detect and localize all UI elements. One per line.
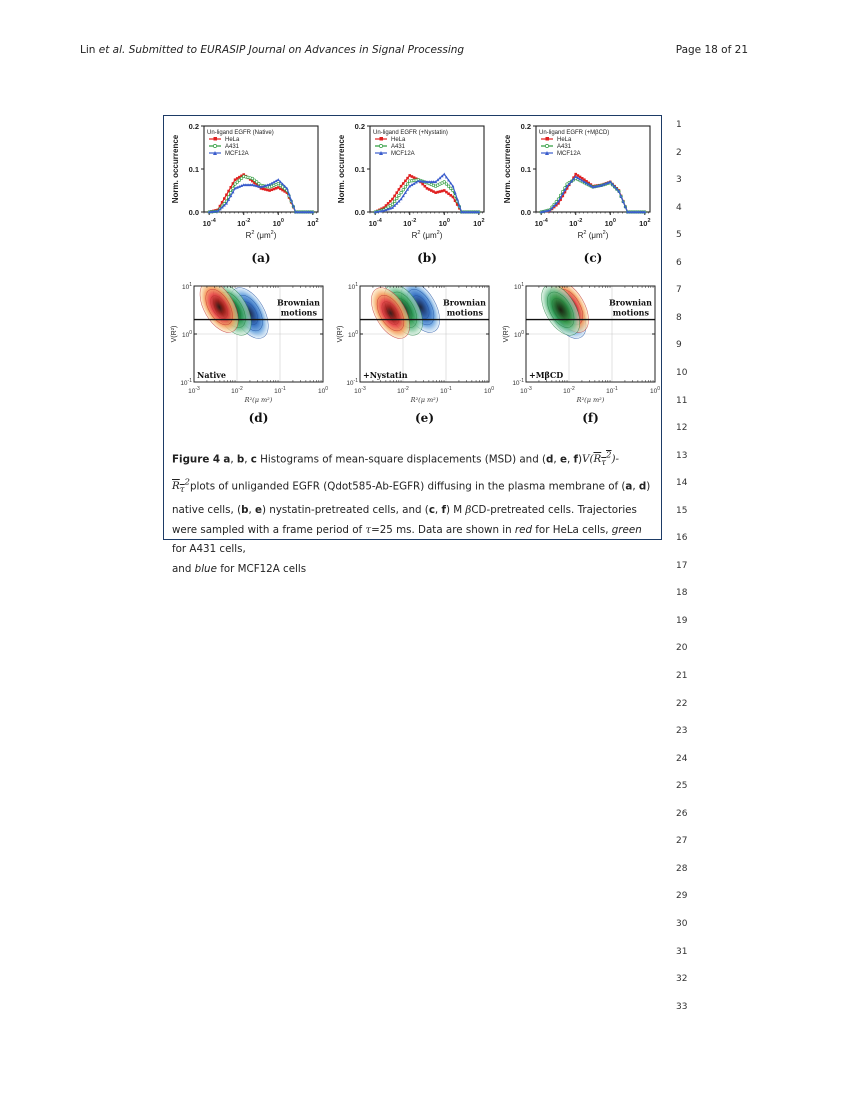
svg-text:R2 (μm2): $R^2$ $(\mu m^2)$	[577, 230, 609, 240]
svg-text:0.1: 0.1	[520, 165, 531, 174]
legend-title: Un-ligand EGFR (+Nystatin)	[373, 130, 448, 136]
caption-figure-label: Figure 4	[172, 453, 221, 466]
figure-caption: Figure 4 a, b, c Histograms of mean-square displacements (MSD) and (d, e, $f)V(R_\tau^2)-R_\tau^2plots$ of unliganded EGFR (Qdot585-Ab-EGFR) diffusing in the plasma membrane of (a, d) native cells, (b, e) nystatin-pretreated cells, and (c, f) M βCD-pretreated cells. Trajectories were sampled with a frame period of τ=25 ms. Data are shown in red for HeLa cells, green for A431 cells, and blue for MCF12A cells	[172, 451, 651, 575]
legend	[373, 130, 448, 157]
histogram-panel-a	[168, 118, 328, 273]
svg-text:100: $10^0$	[513, 330, 524, 339]
svg-text:10-1: $10^{-1}$	[274, 386, 286, 395]
caption-math-beta: β	[465, 504, 472, 517]
legend-entry-a431: A431	[557, 144, 572, 150]
contour-panel-d	[168, 278, 328, 433]
line-number: 30	[676, 918, 688, 929]
motions-label: motions	[446, 307, 483, 318]
line-number: 21	[676, 671, 688, 681]
svg-text:0.0: 0.0	[354, 208, 365, 217]
svg-text:10-1: $10^{-1}$	[512, 378, 524, 387]
line-number: 27	[676, 836, 688, 847]
svg-text:100: $10^0$	[649, 386, 660, 395]
caption-ref-f: f	[573, 453, 578, 466]
line-number: 16	[676, 533, 688, 544]
motions-label: motions	[612, 307, 649, 318]
legend-entry-mcf12a: MCF12A	[391, 151, 415, 157]
legend-entry-hela: HeLa	[391, 137, 406, 143]
line-number: 31	[676, 946, 688, 957]
contour-panel-e	[334, 278, 494, 433]
svg-text:10-4: $10^{-4}$	[202, 218, 216, 228]
series-line-a431	[209, 176, 313, 212]
caption-text: Histograms of mean-square displacements (MSD) and (	[256, 453, 547, 466]
svg-text:0.0: 0.0	[520, 208, 531, 217]
svg-text:10-3: $10^{-3}$	[520, 386, 532, 395]
svg-text:R2 (μm2): $R^2$ $(\mu m^2)$	[411, 230, 443, 240]
panel-label: (b)	[417, 251, 437, 265]
caption-text: and	[172, 562, 195, 575]
histogram-panel-c	[500, 118, 660, 273]
caption-ref-f: f	[441, 504, 446, 517]
svg-text:10-1: $10^{-1}$	[606, 386, 618, 395]
y-axis-label: Norm. occurrence	[503, 134, 512, 204]
y-axis-label: V(R²)	[337, 325, 344, 343]
svg-text:100: $10^0$	[347, 330, 358, 339]
svg-text:100: $10^0$	[483, 386, 494, 395]
panel-label: (f)	[582, 411, 599, 425]
y-axis-label: V(R²)	[171, 325, 178, 343]
svg-text:0.2: 0.2	[354, 122, 365, 131]
condition-label: +Nystatin	[363, 370, 408, 380]
caption-ref-d: d	[546, 453, 554, 466]
caption-ref-a: a	[223, 453, 231, 466]
line-number: 22	[676, 698, 688, 709]
y-axis-label: Norm. occurrence	[171, 134, 180, 204]
line-number: 32	[676, 974, 688, 985]
caption-text: =25 ms. Data are shown in	[371, 523, 515, 536]
legend-entry-a431: A431	[391, 144, 406, 150]
page-number: Page 18 of 21	[675, 44, 748, 56]
panel-label: (e)	[415, 411, 434, 425]
svg-text:102: $10^2$	[473, 218, 485, 228]
svg-text:0.0: 0.0	[188, 208, 199, 217]
caption-color-green: green	[611, 523, 642, 536]
svg-text:101: $10^1$	[513, 282, 524, 291]
line-number: 5	[676, 230, 682, 241]
caption-color-blue: blue	[194, 562, 217, 575]
svg-text:10-4: $10^{-4}$	[368, 218, 382, 228]
caption-text: ) nystatin-pretreated cells, and (	[262, 504, 429, 517]
svg-text:100: $10^0$	[317, 386, 328, 395]
line-number: 10	[676, 367, 688, 378]
x-axis-label: R²(μ m²)	[576, 396, 605, 404]
x-axis-label: R²(μ m²)	[410, 396, 439, 404]
legend-entry-a431: A431	[225, 144, 240, 150]
histogram-panel-b	[334, 118, 494, 273]
svg-text:101: $10^1$	[347, 282, 358, 291]
brownian-label: Brownian	[276, 297, 320, 308]
caption-text: )	[577, 453, 583, 466]
line-number: 13	[676, 450, 688, 461]
caption-ref-d: d	[638, 480, 647, 493]
svg-text:10-2: $10^{-2}$	[237, 218, 251, 228]
panel-label: (d)	[248, 411, 269, 425]
svg-text:100: $10^0$	[438, 218, 450, 228]
svg-text:R2 (μm2): $R^2$ $(\mu m^2)$	[245, 230, 277, 240]
line-number: 11	[676, 395, 688, 406]
svg-text:102: $10^2$	[639, 218, 651, 228]
header-author: Lin	[80, 44, 96, 56]
line-number: 1	[676, 120, 682, 130]
svg-text:0.1: 0.1	[188, 165, 199, 174]
svg-text:101: $10^1$	[181, 282, 192, 291]
legend-title: Un-ligand EGFR (+MβCD)	[539, 130, 610, 136]
legend-entry-mcf12a: MCF12A	[225, 151, 249, 157]
legend	[207, 130, 274, 157]
line-number: 23	[676, 726, 688, 737]
legend-entry-hela: HeLa	[557, 137, 572, 143]
caption-ref-b: b	[236, 453, 245, 466]
line-number: 29	[676, 891, 688, 902]
svg-text:0.2: 0.2	[188, 122, 199, 131]
line-number: 12	[676, 423, 688, 434]
svg-text:10-2: $10^{-2}$	[231, 386, 243, 395]
header-journal: Submitted to EURASIP Journal on Advances in Signal Processing	[128, 44, 465, 56]
caption-ref-c: c	[428, 504, 435, 517]
caption-ref-b: b	[241, 504, 249, 517]
line-number: 8	[676, 312, 682, 323]
series-line-a431	[541, 178, 645, 212]
caption-text: for HeLa cells,	[532, 523, 612, 536]
svg-text:10-4: $10^{-4}$	[534, 218, 548, 228]
contour-panel-f	[500, 278, 660, 433]
panel-label: (c)	[583, 251, 603, 265]
y-axis-label: Norm. occurrence	[337, 134, 346, 204]
line-number: 3	[676, 175, 682, 186]
legend-entry-hela: HeLa	[225, 137, 240, 143]
x-axis-label: R²(μ m²)	[244, 396, 273, 404]
svg-text:100: $10^0$	[604, 218, 616, 228]
line-number: 15	[676, 505, 688, 516]
caption-math-tau: τ	[365, 523, 372, 536]
svg-text:10-2: $10^{-2}$	[397, 386, 409, 395]
line-number: 4	[676, 202, 682, 213]
caption-ref-a: a	[625, 480, 633, 493]
caption-ref-c: c	[250, 453, 257, 466]
svg-text:100: $10^0$	[181, 330, 192, 339]
line-number: 28	[676, 863, 688, 874]
svg-text:10-2: $10^{-2}$	[563, 386, 575, 395]
line-number: 18	[676, 588, 688, 599]
svg-text:10-2: $10^{-2}$	[569, 218, 583, 228]
brownian-label: Brownian	[608, 297, 652, 308]
caption-ref-e: e	[255, 504, 262, 517]
line-number: 7	[676, 285, 682, 296]
caption-color-red: red	[514, 523, 533, 536]
legend-title: Un-ligand EGFR (Native)	[207, 130, 274, 136]
header-etal: et al.	[98, 44, 126, 56]
line-number: 24	[676, 753, 688, 764]
line-number: 19	[676, 615, 688, 626]
svg-text:10-1: $10^{-1}$	[440, 386, 452, 395]
motions-label: motions	[280, 307, 317, 318]
caption-math-V: $V(R_\tau^2)-R_\tau^2$	[172, 451, 619, 496]
brownian-label: Brownian	[442, 297, 486, 308]
caption-ref-e: e	[559, 453, 567, 466]
svg-text:10-1: $10^{-1}$	[346, 378, 358, 387]
legend	[539, 130, 609, 157]
series-line-mcf12a	[541, 177, 645, 212]
line-number: 26	[676, 808, 688, 819]
svg-text:102: $10^2$	[307, 218, 319, 228]
caption-text: ) native cells, (	[172, 480, 651, 517]
line-number: 20	[676, 643, 688, 654]
line-number: 17	[676, 560, 688, 571]
condition-label: Native	[197, 370, 226, 380]
line-number: 2	[676, 147, 682, 158]
line-number: 6	[676, 257, 682, 268]
svg-text:10-3: $10^{-3}$	[354, 386, 366, 395]
svg-text:0.1: 0.1	[354, 165, 365, 174]
line-number: 14	[676, 478, 688, 489]
caption-text: CD-pretreated cells. Trajectories were sampled with a frame period of	[172, 504, 637, 536]
caption-text: for A431 cells,	[172, 543, 246, 556]
svg-text:10-3: $10^{-3}$	[188, 386, 200, 395]
caption-text: ) M	[445, 504, 466, 517]
condition-label: +MβCD	[529, 370, 564, 380]
svg-text:10-1: $10^{-1}$	[180, 378, 192, 387]
svg-text:10-2: $10^{-2}$	[403, 218, 417, 228]
svg-text:0.2: 0.2	[520, 122, 531, 131]
legend-entry-mcf12a: MCF12A	[557, 151, 581, 157]
y-axis-label: V(R²)	[503, 325, 510, 343]
panel-label: (a)	[251, 251, 271, 265]
running-header	[80, 44, 464, 56]
line-number: 9	[676, 340, 682, 351]
svg-text:100: $10^0$	[272, 218, 284, 228]
caption-text: for MCF12A cells	[216, 562, 307, 575]
caption-text: plots of unliganded EGFR (Qdot585-Ab-EGFR) diffusing in the plasma membrane of (	[189, 480, 626, 493]
line-number: 25	[676, 781, 688, 792]
line-number: 33	[676, 1001, 688, 1012]
